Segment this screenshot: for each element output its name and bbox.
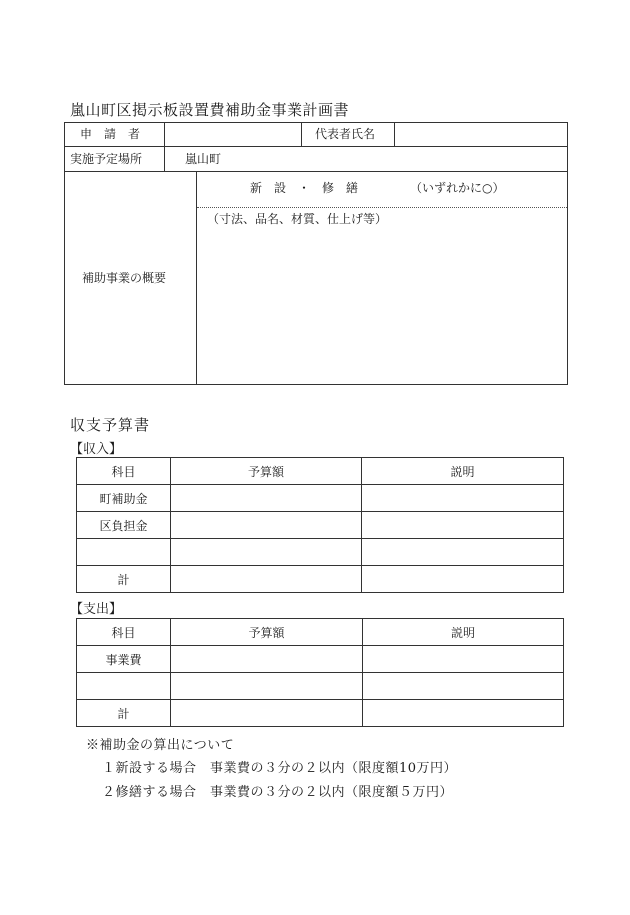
table-row xyxy=(77,646,564,673)
subject-cell[interactable] xyxy=(77,673,171,700)
expense-heading: 【支出】 xyxy=(70,602,123,617)
table-row xyxy=(77,539,564,566)
table-header-row xyxy=(77,458,564,485)
table-row xyxy=(77,485,564,512)
note-item-new: １新設する場合 事業費の３分の２以内（限度額10万円） xyxy=(102,761,458,776)
row-divider xyxy=(64,146,568,147)
budget-cell[interactable] xyxy=(171,539,362,566)
header-subject: 科目 xyxy=(77,619,171,646)
description-cell[interactable] xyxy=(363,673,564,700)
description-cell[interactable] xyxy=(363,646,564,673)
subject-cell: 計 xyxy=(77,700,171,727)
col-divider xyxy=(164,122,165,146)
location-label: 実施予定場所 xyxy=(70,152,143,166)
description-cell[interactable] xyxy=(363,700,564,727)
header-budget: 予算額 xyxy=(171,458,362,485)
budget-cell[interactable] xyxy=(171,485,362,512)
row-divider xyxy=(64,171,568,172)
description-cell[interactable] xyxy=(362,566,564,593)
header-subject: 科目 xyxy=(77,458,171,485)
table-row xyxy=(77,512,564,539)
table-row xyxy=(77,673,564,700)
table-row xyxy=(77,700,564,727)
header-budget: 予算額 xyxy=(171,619,363,646)
description-cell[interactable] xyxy=(362,485,564,512)
budget-cell[interactable] xyxy=(171,566,362,593)
work-type-note: （いずれかに○） xyxy=(410,181,505,195)
table-header-row xyxy=(77,619,564,646)
dotted-divider xyxy=(197,207,567,208)
work-type-options[interactable]: 新 設 ・ 修 繕 xyxy=(250,181,359,195)
representative-label: 代表者氏名 xyxy=(315,127,376,141)
budget-title: 収支予算書 xyxy=(70,416,151,434)
budget-cell[interactable] xyxy=(171,512,362,539)
plan-table xyxy=(64,122,568,385)
header-description: 説明 xyxy=(363,619,564,646)
income-heading: 【収入】 xyxy=(70,442,123,457)
col-divider xyxy=(301,122,302,146)
subject-cell: 区負担金 xyxy=(77,512,171,539)
col-divider xyxy=(394,122,395,146)
note-item-repair: ２修繕する場合 事業費の３分の２以内（限度額５万円） xyxy=(102,785,454,800)
description-cell[interactable] xyxy=(362,539,564,566)
subject-cell: 計 xyxy=(77,566,171,593)
document-title: 嵐山町区掲示板設置費補助金事業計画書 xyxy=(70,101,350,119)
applicant-label: 申 請 者 xyxy=(80,127,141,141)
budget-cell[interactable] xyxy=(171,673,363,700)
subject-cell: 事業費 xyxy=(77,646,171,673)
location-value[interactable]: 嵐山町 xyxy=(185,152,222,166)
details-hint: （寸法、品名、材質、仕上げ等） xyxy=(207,212,388,226)
table-row xyxy=(77,566,564,593)
income-table xyxy=(76,457,564,593)
description-cell[interactable] xyxy=(362,512,564,539)
notes-heading: ※補助金の算出について xyxy=(86,738,235,753)
subject-cell[interactable] xyxy=(77,539,171,566)
expense-table xyxy=(76,618,564,727)
col-divider xyxy=(164,146,165,171)
subject-cell: 町補助金 xyxy=(77,485,171,512)
summary-label: 補助事業の概要 xyxy=(82,271,167,285)
header-description: 説明 xyxy=(362,458,564,485)
budget-cell[interactable] xyxy=(171,700,363,727)
col-divider xyxy=(196,171,197,385)
budget-cell[interactable] xyxy=(171,646,363,673)
